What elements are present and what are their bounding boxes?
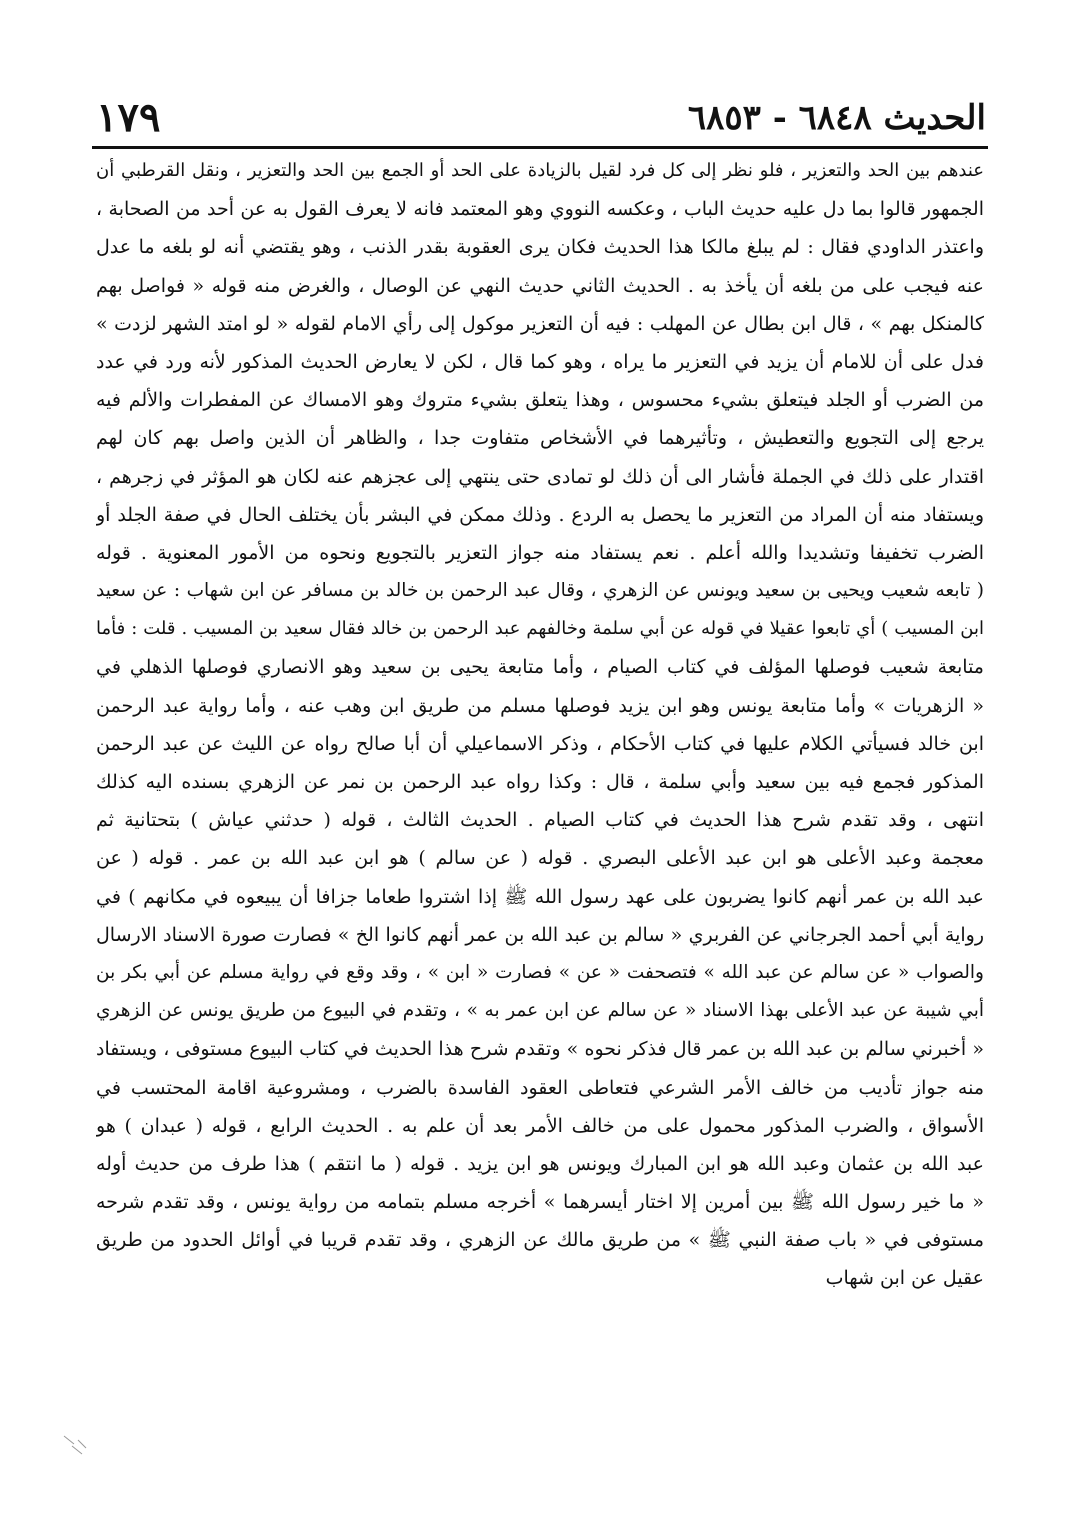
text-line: ابن المسيب ) أي تابعوا عقيلا في قوله عن أبي سلمة وخالفهم عبد الرحمن بن خالد فقال سعيد بن المسيب . قلت : فأما (96, 618, 984, 640)
text-line: ويستفاد منه أن المراد من التعزير ما يحصل به الردع . وذلك ممكن في البشر بأن يختلف الحال في صفة الجلد أو (96, 503, 984, 526)
text-line: والصواب « عن سالم عن عبد الله » فتصحفت « عن » فصارت « ابن » ، وقد وقع في رواية مسلم عن أبي بكر بن (96, 961, 984, 983)
text-line: اقتدار على ذلك في الجملة فأشار الى أن ذلك لو تمادى حتى ينتهي إلى عجزهم عنه لكان هو المؤثر في زجرهم ، (96, 465, 984, 488)
text-line: المذكور فجمع فيه بين سعيد وأبي سلمة ، قال : وكذا رواه عبد الرحمن بن نمر عن الزهري بسنده اليه كذلك (96, 771, 984, 793)
text-line: انتهى ، وقد تقدم شرح هذا الحديث في كتاب الصيام . الحديث الثالث ، قوله ( حدثني عياش ) بتحتانية ثم (96, 809, 984, 832)
text-line: « أخبرني سالم بن عبد الله بن عمر قال فذكر نحوه » وتقدم شرح هذا الحديث في كتاب البيوع مستوفى ، ويستفاد (96, 1038, 984, 1061)
text-line: « الزهريات » وأما متابعة يونس وهو ابن يزيد فوصلها مسلم من طريق ابن وهب عنه ، وأما رواية عبد الرحمن (96, 694, 984, 717)
page-header (96, 92, 986, 144)
header-rule (92, 146, 988, 149)
text-line: عنه فيجب على من بلغه أن يأخذ به . الحديث الثاني حديث النهي عن الوصال ، والغرض منه قوله « فواصل بهم (96, 274, 984, 297)
text-line: الجمهور قالوا بما دل عليه حديث الباب ، وعكسه النووي وهو المعتمد فانه لا يعرف القول به عن أحد من الصحابة ، (96, 198, 984, 221)
text-line: عقيل عن ابن شهاب (825, 1267, 984, 1290)
text-line: عندهم بين الحد والتعزير ، فلو نظر إلى كل فرد لقيل بالزيادة على الحد أو الجمع بين الحد والتعزير ، ونقل القرطبي أن (96, 160, 984, 181)
text-line: عبد الله بن عمر أنهم كانوا يضربون على عهد رسول الله ﷺ إذا اشتروا طعاما جزافا أن يبيعوه في مكانهم ) في (96, 885, 984, 908)
text-line: رواية أبي أحمد الجرجاني عن الفربري « سالم بن عبد الله بن عمر أنهم كانوا الخ » فصارت صورة الاسناد الارسال (96, 923, 984, 946)
text-line: « ما خير رسول الله ﷺ بين أمرين إلا اختار أيسرهما » أخرجه مسلم بتمامه من رواية يونس ، وقد تقدم شرحه (96, 1191, 984, 1214)
text-line: الأسواق ، والضرب المذكور محمول على من خالف الأمر بعد أن علم به . الحديث الرابع ، قوله ( عبدان ) هو (96, 1114, 984, 1137)
text-line: متابعة شعيب فوصلها المؤلف في كتاب الصيام ، وأما متابعة يحيى بن سعيد وهو الانصاري فوصلها الذهلي في (96, 656, 984, 679)
text-line: كالمنكل بهم » ، قال ابن بطال عن المهلب : فيه أن التعزير موكول إلى رأي الامام لقوله « لو امتد الشهر لزدت » (96, 312, 984, 335)
text-line: فدل على أن للامام أن يزيد في التعزير ما يراه ، وهو كما قال ، لكن لا يعارض الحديث المذكور لأنه ورد في عدد (96, 350, 984, 373)
text-line: ( تابعه شعيب ويحيى بن سعيد ويونس عن الزهري ، وقال عبد الرحمن بن خالد بن مسافر عن ابن شهاب : عن سعيد (96, 580, 984, 602)
text-line: منه جواز تأديب من خالف الأمر الشرعي فتعاطى العقود الفاسدة بالضرب ، ومشروعية اقامة المحتسب في (96, 1076, 984, 1099)
text-line: الضرب تخفيفا وتشديدا والله أعلم . نعم يستفاد منه جواز التعزير بالتجويع ونحوه من الأمور المعنوية . قوله (96, 541, 984, 564)
text-line: ابن خالد فسيأتي الكلام عليها في كتاب الأحكام ، وذكر الاسماعيلي أن أبا صالح رواه عن الليث عن عبد الرحمن (96, 732, 984, 755)
text-line: معجمة وعبد الأعلى هو ابن عبد الأعلى البصري . قوله ( عن سالم ) هو ابن عبد الله بن عمر . قوله ( عن (96, 847, 984, 870)
page-number: ١٧٩ (96, 94, 161, 141)
text-line: يرجع إلى التجويع والتعطيش ، وتأثيرهما في الأشخاص متفاوت جدا ، والظاهر أن الذين واصل بهم كان لهم (96, 427, 984, 450)
header-title: الحديث ٦٨٤٨ - ٦٨٥٣ (687, 98, 986, 138)
body-text (96, 152, 984, 1298)
text-line: أبي شيبة عن عبد الأعلى بهذا الاسناد « عن سالم عن ابن عمر به » ، وتقدم في البيوع من طريق يونس عن الزهري (96, 1000, 984, 1022)
text-line: عبد الله بن عثمان وعبد الله هو ابن المبارك ويونس هو ابن يزيد . قوله ( ما انتقم ) هذا طرف من حديث أوله (96, 1152, 984, 1175)
text-line: واعتذر الداودي فقال : لم يبلغ مالكا هذا الحديث فكان يرى العقوبة بقدر الذنب ، وهو يقتضي أنه لو بلغه ما عدل (96, 236, 984, 259)
text-line: مستوفى في « باب صفة النبي ﷺ » من طريق مالك عن الزهري ، وقد تقدم قريبا في أوائل الحدود من طريق (96, 1229, 984, 1252)
scan-noise-mark (62, 1434, 88, 1458)
text-line: من الضرب أو الجلد فيتعلق بشيء محسوس ، وهذا يتعلق بشيء متروك وهو الامساك عن المفطرات والألم فيه (96, 389, 984, 412)
